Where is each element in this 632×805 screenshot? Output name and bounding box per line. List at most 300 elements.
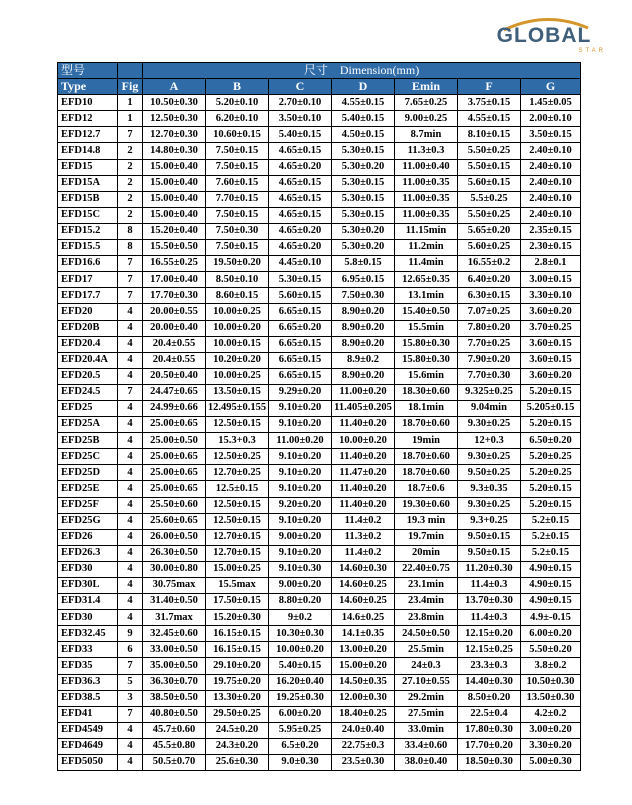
- cell-g: 5.20±0.25: [521, 465, 581, 481]
- cell-fig: 4: [118, 722, 143, 738]
- cell-b: 10.00±0.25: [206, 368, 269, 384]
- cell-f: 5.5±0.25: [458, 191, 521, 207]
- table-row: [58, 465, 581, 481]
- cell-g: 6.50±0.20: [521, 433, 581, 449]
- cell-a: 25.00±0.65: [143, 449, 206, 465]
- cell-type: EFD12.7: [58, 127, 118, 143]
- cell-fig: 4: [118, 320, 143, 336]
- cell-c: 9.0±0.30: [269, 755, 332, 771]
- table-row: [58, 240, 581, 256]
- cell-fig: 4: [118, 755, 143, 771]
- cell-b: 12.70±0.25: [206, 465, 269, 481]
- cell-b: 24.3±0.20: [206, 738, 269, 754]
- cell-g: 3.30±0.20: [521, 738, 581, 754]
- cell-g: 3.60±0.15: [521, 352, 581, 368]
- cell-emin: 15.40±0.50: [395, 304, 458, 320]
- table-row: [58, 368, 581, 384]
- cell-type: EFD25A: [58, 417, 118, 433]
- cell-a: 40.80±0.50: [143, 706, 206, 722]
- cell-c: 4.65±0.15: [269, 207, 332, 223]
- cell-g: 2.35±0.15: [521, 223, 581, 239]
- cell-b: 12.5±0.15: [206, 481, 269, 497]
- cell-emin: 23.8min: [395, 610, 458, 626]
- cell-d: 11.405±0.205: [332, 400, 395, 416]
- cell-type: EFD25F: [58, 497, 118, 513]
- table-row: [58, 95, 581, 111]
- cell-emin: 13.1min: [395, 288, 458, 304]
- cell-a: 20.4±0.55: [143, 336, 206, 352]
- cell-d: 4.50±0.15: [332, 127, 395, 143]
- cell-c: 5.30±0.15: [269, 272, 332, 288]
- logo-subtext: STAR: [578, 48, 606, 54]
- cell-a: 45.5±0.80: [143, 738, 206, 754]
- cell-c: 4.65±0.20: [269, 223, 332, 239]
- cell-emin: 9.00±0.25: [395, 111, 458, 127]
- cell-fig: 4: [118, 336, 143, 352]
- cell-a: 33.00±0.50: [143, 642, 206, 658]
- cell-fig: 4: [118, 561, 143, 577]
- cell-fig: 4: [118, 400, 143, 416]
- cell-fig: 8: [118, 223, 143, 239]
- cell-b: 15.3+0.3: [206, 433, 269, 449]
- cell-g: 5.20±0.15: [521, 384, 581, 400]
- cell-g: 3.60±0.20: [521, 368, 581, 384]
- cell-g: 4.2±0.2: [521, 706, 581, 722]
- cell-emin: 19min: [395, 433, 458, 449]
- cell-b: 12.495±0.155: [206, 400, 269, 416]
- cell-emin: 24.50±0.50: [395, 626, 458, 642]
- cell-a: 30.75max: [143, 578, 206, 594]
- table-row: [58, 642, 581, 658]
- cell-f: 17.70±0.20: [458, 738, 521, 754]
- cell-g: 5.205±0.15: [521, 400, 581, 416]
- cell-type: EFD30: [58, 561, 118, 577]
- cell-b: 17.50±0.15: [206, 594, 269, 610]
- cell-b: 15.5max: [206, 578, 269, 594]
- cell-g: 5.00±0.30: [521, 755, 581, 771]
- cell-f: 12.15±0.25: [458, 642, 521, 658]
- cell-d: 14.60±0.25: [332, 594, 395, 610]
- cell-emin: 25.5min: [395, 642, 458, 658]
- col-header-a: A: [143, 79, 206, 95]
- cell-type: EFD10: [58, 95, 118, 111]
- cell-c: 6.65±0.15: [269, 336, 332, 352]
- cell-f: 8.50±0.20: [458, 690, 521, 706]
- cell-a: 15.00±0.40: [143, 207, 206, 223]
- cell-type: EFD25E: [58, 481, 118, 497]
- cell-c: 4.65±0.15: [269, 175, 332, 191]
- cell-b: 29.50±0.25: [206, 706, 269, 722]
- cell-type: EFD32.45: [58, 626, 118, 642]
- cell-emin: 18.70±0.60: [395, 449, 458, 465]
- cell-emin: 23.4min: [395, 594, 458, 610]
- cell-f: 6.30±0.15: [458, 288, 521, 304]
- cell-d: 5.30±0.20: [332, 159, 395, 175]
- table-row: [58, 384, 581, 400]
- logo-wordmark: GLOBAL: [496, 24, 592, 47]
- cell-d: 14.1±0.35: [332, 626, 395, 642]
- cell-g: 3.60±0.20: [521, 304, 581, 320]
- cell-g: 5.2±0.15: [521, 529, 581, 545]
- cell-g: 5.2±0.15: [521, 513, 581, 529]
- cell-type: EFD26.3: [58, 545, 118, 561]
- cell-c: 9.29±0.20: [269, 384, 332, 400]
- cell-d: 5.30±0.15: [332, 143, 395, 159]
- cell-g: 3.8±0.2: [521, 658, 581, 674]
- cell-type: EFD30: [58, 610, 118, 626]
- cell-type: EFD20B: [58, 320, 118, 336]
- cell-emin: 33.0min: [395, 722, 458, 738]
- cell-b: 10.00±0.20: [206, 320, 269, 336]
- cell-c: 4.65±0.15: [269, 191, 332, 207]
- cell-type: EFD5050: [58, 755, 118, 771]
- cell-emin: 11.00±0.35: [395, 191, 458, 207]
- cell-b: 15.20±0.30: [206, 610, 269, 626]
- cell-b: 10.00±0.25: [206, 304, 269, 320]
- table-row: [58, 545, 581, 561]
- cell-d: 14.50±0.35: [332, 674, 395, 690]
- cell-d: 5.30±0.20: [332, 240, 395, 256]
- cell-f: 9.3±0.35: [458, 481, 521, 497]
- cell-f: 13.70±0.30: [458, 594, 521, 610]
- table-row: [58, 658, 581, 674]
- cell-b: 13.30±0.20: [206, 690, 269, 706]
- cell-c: 5.40±0.15: [269, 127, 332, 143]
- cell-a: 26.00±0.50: [143, 529, 206, 545]
- cell-type: EFD20.4: [58, 336, 118, 352]
- cell-d: 7.50±0.30: [332, 288, 395, 304]
- table-row: [58, 143, 581, 159]
- cell-fig: 6: [118, 642, 143, 658]
- cell-fig: 7: [118, 706, 143, 722]
- cell-c: 9.10±0.20: [269, 449, 332, 465]
- cell-g: 2.40±0.10: [521, 207, 581, 223]
- cell-a: 26.30±0.50: [143, 545, 206, 561]
- cell-d: 12.00±0.30: [332, 690, 395, 706]
- cell-type: EFD30L: [58, 578, 118, 594]
- cell-d: 11.47±0.20: [332, 465, 395, 481]
- cell-c: 6.65±0.15: [269, 352, 332, 368]
- cell-a: 20.00±0.40: [143, 320, 206, 336]
- cell-f: 18.50±0.30: [458, 755, 521, 771]
- cell-g: 1.45±0.05: [521, 95, 581, 111]
- cell-f: 5.50±0.15: [458, 159, 521, 175]
- cell-a: 17.70±0.30: [143, 288, 206, 304]
- cell-d: 15.00±0.20: [332, 658, 395, 674]
- cell-c: 6.5±0.20: [269, 738, 332, 754]
- cell-c: 3.50±0.10: [269, 111, 332, 127]
- cell-fig: 3: [118, 690, 143, 706]
- cell-f: 9.50±0.15: [458, 529, 521, 545]
- cell-f: 9.30±0.25: [458, 417, 521, 433]
- cell-f: 9.3+0.25: [458, 513, 521, 529]
- cell-emin: 20min: [395, 545, 458, 561]
- cell-type: EFD41: [58, 706, 118, 722]
- cell-b: 7.50±0.15: [206, 207, 269, 223]
- cell-fig: 1: [118, 95, 143, 111]
- cell-d: 11.4±0.2: [332, 513, 395, 529]
- table-row: [58, 223, 581, 239]
- cell-g: 2.40±0.10: [521, 191, 581, 207]
- cell-fig: 7: [118, 272, 143, 288]
- cell-g: 10.50±0.30: [521, 674, 581, 690]
- cell-type: EFD4649: [58, 738, 118, 754]
- cell-d: 8.90±0.20: [332, 304, 395, 320]
- cell-fig: 2: [118, 143, 143, 159]
- cell-b: 15.00±0.25: [206, 561, 269, 577]
- cell-d: 5.30±0.20: [332, 223, 395, 239]
- cell-d: 10.00±0.20: [332, 433, 395, 449]
- cell-a: 10.50±0.30: [143, 95, 206, 111]
- cell-fig: 8: [118, 240, 143, 256]
- cell-f: 12.15±0.20: [458, 626, 521, 642]
- cell-d: 8.90±0.20: [332, 368, 395, 384]
- cell-b: 19.75±0.20: [206, 674, 269, 690]
- cell-fig: 4: [118, 545, 143, 561]
- cell-emin: 19.3 min: [395, 513, 458, 529]
- cell-f: 9.325±0.25: [458, 384, 521, 400]
- cell-f: 7.70±0.25: [458, 336, 521, 352]
- cell-d: 13.00±0.20: [332, 642, 395, 658]
- cell-d: 14.60±0.25: [332, 578, 395, 594]
- cell-fig: 1: [118, 111, 143, 127]
- cell-emin: 8.7min: [395, 127, 458, 143]
- cell-b: 29.10±0.20: [206, 658, 269, 674]
- cell-emin: 11.00±0.35: [395, 207, 458, 223]
- cell-f: 9.50±0.25: [458, 465, 521, 481]
- cell-emin: 18.1min: [395, 400, 458, 416]
- cell-f: 4.55±0.15: [458, 111, 521, 127]
- cell-g: 5.20±0.15: [521, 417, 581, 433]
- cell-emin: 7.65±0.25: [395, 95, 458, 111]
- cell-g: 2.40±0.10: [521, 159, 581, 175]
- cell-b: 10.20±0.20: [206, 352, 269, 368]
- cell-b: 12.50±0.15: [206, 513, 269, 529]
- cell-c: 9±0.2: [269, 610, 332, 626]
- cell-g: 3.30±0.10: [521, 288, 581, 304]
- cell-c: 5.60±0.15: [269, 288, 332, 304]
- cell-a: 35.00±0.50: [143, 658, 206, 674]
- cell-b: 7.70±0.15: [206, 191, 269, 207]
- cell-fig: 4: [118, 529, 143, 545]
- dimension-header: 尺寸 Dimension(mm): [143, 63, 581, 79]
- cell-c: 4.45±0.10: [269, 256, 332, 272]
- cell-f: 5.65±0.20: [458, 223, 521, 239]
- cell-b: 12.50±0.25: [206, 449, 269, 465]
- table-body: [58, 95, 581, 771]
- cell-g: 13.50±0.30: [521, 690, 581, 706]
- cell-fig: 7: [118, 127, 143, 143]
- cell-type: EFD15.2: [58, 223, 118, 239]
- cell-f: 11.4±0.3: [458, 578, 521, 594]
- cell-c: 5.95±0.25: [269, 722, 332, 738]
- cell-fig: 4: [118, 465, 143, 481]
- col-header-d: D: [332, 79, 395, 95]
- cell-emin: 15.80±0.30: [395, 352, 458, 368]
- type-header-zh: 型号: [58, 63, 118, 79]
- cell-b: 8.50±0.10: [206, 272, 269, 288]
- table-row: [58, 722, 581, 738]
- cell-emin: 15.80±0.30: [395, 336, 458, 352]
- cell-a: 25.00±0.65: [143, 465, 206, 481]
- cell-b: 24.5±0.20: [206, 722, 269, 738]
- table-row: [58, 674, 581, 690]
- cell-c: 2.70±0.10: [269, 95, 332, 111]
- cell-f: 5.60±0.25: [458, 240, 521, 256]
- cell-fig: 5: [118, 674, 143, 690]
- cell-type: EFD15C: [58, 207, 118, 223]
- cell-c: 19.25±0.30: [269, 690, 332, 706]
- cell-d: 11.4±0.2: [332, 545, 395, 561]
- cell-d: 5.30±0.15: [332, 207, 395, 223]
- cell-f: 9.50±0.15: [458, 545, 521, 561]
- cell-a: 15.00±0.40: [143, 159, 206, 175]
- table-row: [58, 706, 581, 722]
- cell-d: 11.40±0.20: [332, 417, 395, 433]
- cell-a: 25.00±0.65: [143, 417, 206, 433]
- table-row: [58, 175, 581, 191]
- cell-f: 5.50±0.25: [458, 207, 521, 223]
- cell-fig: 7: [118, 256, 143, 272]
- cell-g: 5.2±0.15: [521, 545, 581, 561]
- table-row: [58, 320, 581, 336]
- cell-a: 36.30±0.70: [143, 674, 206, 690]
- table-row: [58, 336, 581, 352]
- cell-fig: 4: [118, 433, 143, 449]
- cell-c: 6.65±0.20: [269, 320, 332, 336]
- cell-f: 23.3±0.3: [458, 658, 521, 674]
- cell-fig: 7: [118, 288, 143, 304]
- cell-emin: 24±0.3: [395, 658, 458, 674]
- cell-a: 45.7±0.60: [143, 722, 206, 738]
- cell-b: 10.00±0.15: [206, 336, 269, 352]
- cell-d: 11.00±0.20: [332, 384, 395, 400]
- cell-emin: 18.70±0.60: [395, 417, 458, 433]
- cell-type: EFD20: [58, 304, 118, 320]
- cell-emin: 11.00±0.35: [395, 175, 458, 191]
- cell-f: 7.90±0.20: [458, 352, 521, 368]
- cell-fig: 2: [118, 175, 143, 191]
- cell-emin: 18.30±0.60: [395, 384, 458, 400]
- cell-f: 14.40±0.30: [458, 674, 521, 690]
- cell-a: 12.70±0.30: [143, 127, 206, 143]
- cell-a: 31.7max: [143, 610, 206, 626]
- cell-d: 11.40±0.20: [332, 497, 395, 513]
- cell-a: 15.50±0.50: [143, 240, 206, 256]
- cell-type: EFD12: [58, 111, 118, 127]
- cell-emin: 15.5min: [395, 320, 458, 336]
- table-row: [58, 207, 581, 223]
- cell-g: 4.90±0.15: [521, 594, 581, 610]
- cell-d: 4.55±0.15: [332, 95, 395, 111]
- cell-b: 13.50±0.15: [206, 384, 269, 400]
- table-row: [58, 111, 581, 127]
- cell-d: 24.0±0.40: [332, 722, 395, 738]
- table-row: [58, 400, 581, 416]
- cell-c: 9.10±0.20: [269, 465, 332, 481]
- cell-b: 6.20±0.10: [206, 111, 269, 127]
- cell-type: EFD25B: [58, 433, 118, 449]
- fig-header-blank: [118, 63, 143, 79]
- table-row: [58, 159, 581, 175]
- col-header-b: B: [206, 79, 269, 95]
- cell-f: 9.30±0.25: [458, 449, 521, 465]
- cell-f: 11.20±0.30: [458, 561, 521, 577]
- table-row: [58, 626, 581, 642]
- cell-fig: 4: [118, 578, 143, 594]
- table-row: [58, 610, 581, 626]
- cell-c: 9.00±0.20: [269, 578, 332, 594]
- cell-a: 20.4±0.55: [143, 352, 206, 368]
- cell-d: 11.40±0.20: [332, 449, 395, 465]
- cell-f: 9.04min: [458, 400, 521, 416]
- cell-b: 5.20±0.10: [206, 95, 269, 111]
- cell-emin: 18.7±0.6: [395, 481, 458, 497]
- cell-a: 32.45±0.60: [143, 626, 206, 642]
- table-row: [58, 578, 581, 594]
- cell-c: 10.00±0.20: [269, 642, 332, 658]
- cell-b: 7.50±0.30: [206, 223, 269, 239]
- cell-c: 11.00±0.20: [269, 433, 332, 449]
- cell-c: 6.65±0.15: [269, 304, 332, 320]
- efd-dimension-table: [57, 62, 581, 771]
- cell-emin: 11.3±0.3: [395, 143, 458, 159]
- cell-b: 7.50±0.15: [206, 143, 269, 159]
- cell-fig: 7: [118, 658, 143, 674]
- cell-d: 23.5±0.30: [332, 755, 395, 771]
- cell-a: 20.00±0.55: [143, 304, 206, 320]
- cell-f: 7.80±0.20: [458, 320, 521, 336]
- cell-g: 2.40±0.10: [521, 175, 581, 191]
- cell-a: 16.55±0.25: [143, 256, 206, 272]
- cell-type: EFD31.4: [58, 594, 118, 610]
- col-header-f: F: [458, 79, 521, 95]
- table-row: [58, 256, 581, 272]
- cell-g: 2.8±0.1: [521, 256, 581, 272]
- cell-emin: 11.00±0.40: [395, 159, 458, 175]
- cell-b: 19.50±0.20: [206, 256, 269, 272]
- cell-c: 9.10±0.30: [269, 561, 332, 577]
- cell-a: 25.00±0.65: [143, 481, 206, 497]
- cell-d: 11.3±0.2: [332, 529, 395, 545]
- col-header-g: G: [521, 79, 581, 95]
- cell-fig: 4: [118, 738, 143, 754]
- cell-type: EFD25G: [58, 513, 118, 529]
- cell-a: 15.00±0.40: [143, 175, 206, 191]
- cell-type: EFD25D: [58, 465, 118, 481]
- cell-a: 15.20±0.40: [143, 223, 206, 239]
- cell-d: 8.90±0.20: [332, 320, 395, 336]
- cell-type: EFD4549: [58, 722, 118, 738]
- cell-g: 5.20±0.15: [521, 497, 581, 513]
- cell-a: 50.5±0.70: [143, 755, 206, 771]
- cell-fig: 4: [118, 352, 143, 368]
- cell-type: EFD36.3: [58, 674, 118, 690]
- cell-f: 8.10±0.15: [458, 127, 521, 143]
- cell-type: EFD15B: [58, 191, 118, 207]
- cell-type: EFD25C: [58, 449, 118, 465]
- cell-c: 6.65±0.15: [269, 368, 332, 384]
- cell-c: 4.65±0.20: [269, 159, 332, 175]
- table-row: [58, 561, 581, 577]
- cell-emin: 11.15min: [395, 223, 458, 239]
- cell-fig: 4: [118, 449, 143, 465]
- cell-a: 17.00±0.40: [143, 272, 206, 288]
- table-row: [58, 304, 581, 320]
- table-row: [58, 417, 581, 433]
- table-row: [58, 594, 581, 610]
- cell-g: 5.20±0.25: [521, 449, 581, 465]
